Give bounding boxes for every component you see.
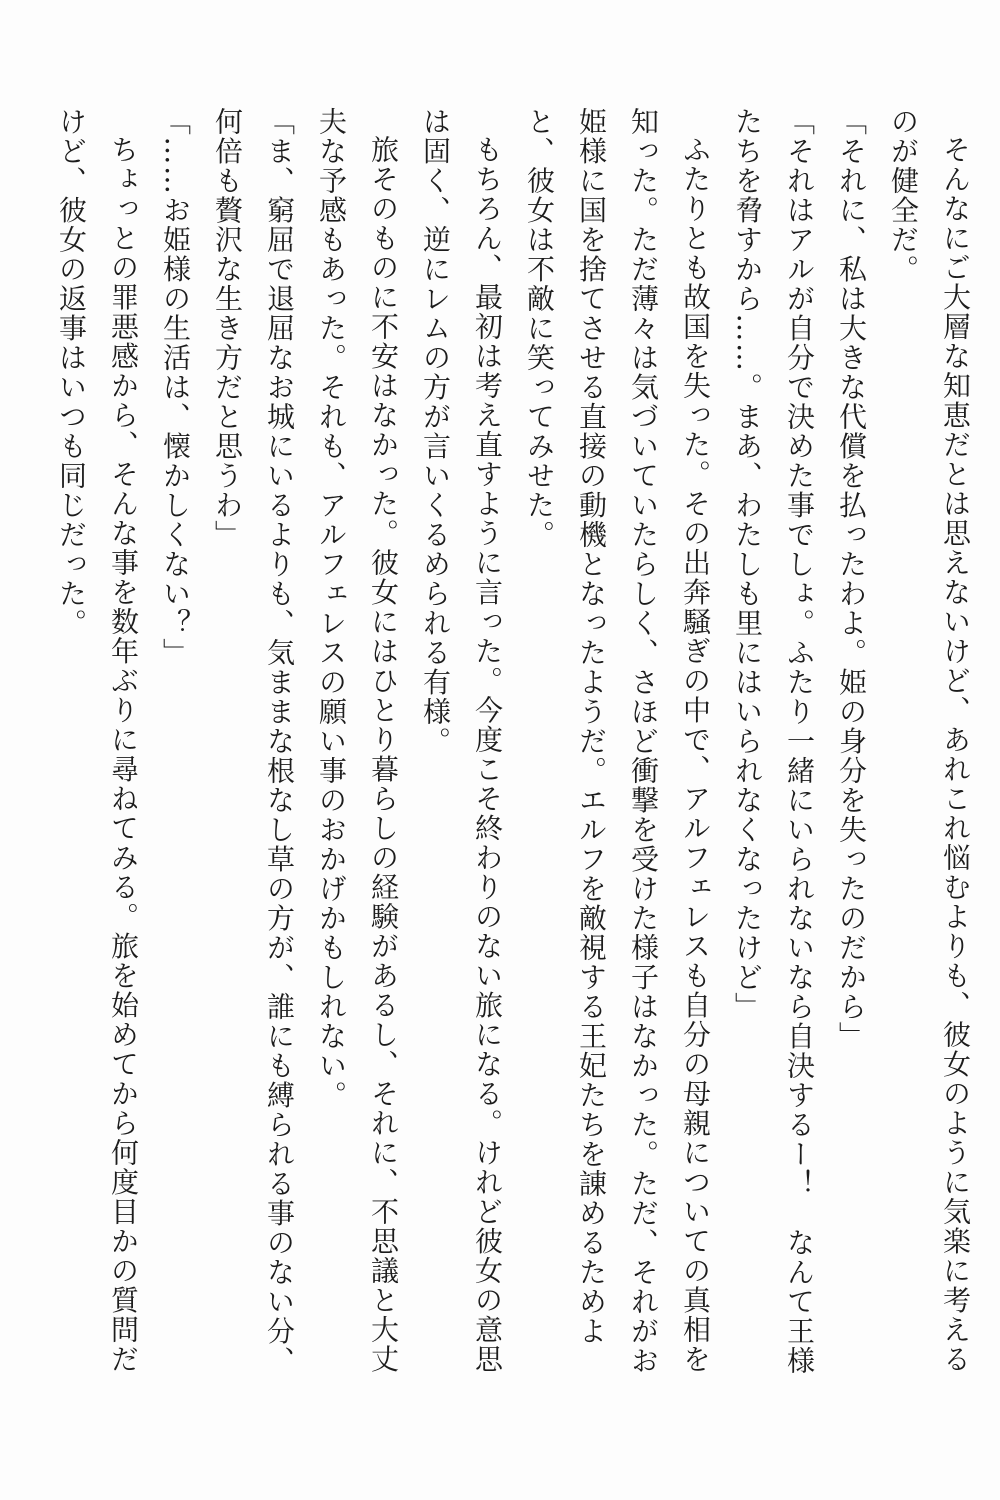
paragraph-dialogue-1: 「それに、私は大きな代償を払ったわよ。姫の身分を失ったのだから」 — [835, 107, 868, 1051]
paragraph-narration-2: ふたりとも故国を失った。その出奔騒ぎの中で、アルフェレスも自分の母親についての真相を知った。ただ薄々は気づいていたらしく、さほど衝撃を受けた様子はなかった。ただ、それがお姫様に国を捨てさせる直接の動機となったようだ。エルフを敵視する王妃たちを諌めるためよと、彼女は不敵に笑ってみせた。 — [523, 107, 712, 1376]
paragraph-dialogue-4: 「……お姫様の生活は、懐かしくない？」 — [159, 107, 192, 668]
paragraph-narration-4: 旅そのものに不安はなかった。彼女にはひとり暮らしの経験があるし、それに、不思議と大丈夫な予感もあった。それも、アルフェレスの願い事のおかげかもしれない。 — [315, 107, 400, 1374]
paragraph-narration-5: ちょっとの罪悪感から、そんな事を数年ぶりに尋ねてみる。旅を始めてから何度目かの質問だけど、彼女の返事はいつも同じだった。 — [55, 107, 140, 1374]
paragraph-narration-3: もちろん、最初は考え直すように言った。今度こそ終わりのない旅になる。けれど彼女の意思は固く、逆にレムの方が言いくるめられる有様。 — [419, 107, 504, 1374]
paragraph-narration-1: そんなにご大層な知恵だとは思えないけど、あれこれ悩むよりも、彼女のように気楽に考えるのが健全だ。 — [887, 107, 972, 1374]
paragraph-dialogue-2: 「それはアルが自分で決めた事でしょ。ふたり一緒にいられないなら自決するー！ なんて王様たちを脅すから……。まあ、わたしも里にはいられなくなったけど」 — [731, 107, 816, 1376]
vertical-text-block — [45, 107, 981, 1382]
paragraph-dialogue-3: 「ま、窮屈で退屈なお城にいるよりも、気ままな根なし草の方が、誰にも縛られる事のない分、何倍も贅沢な生き方だと思うわ」 — [211, 107, 296, 1376]
